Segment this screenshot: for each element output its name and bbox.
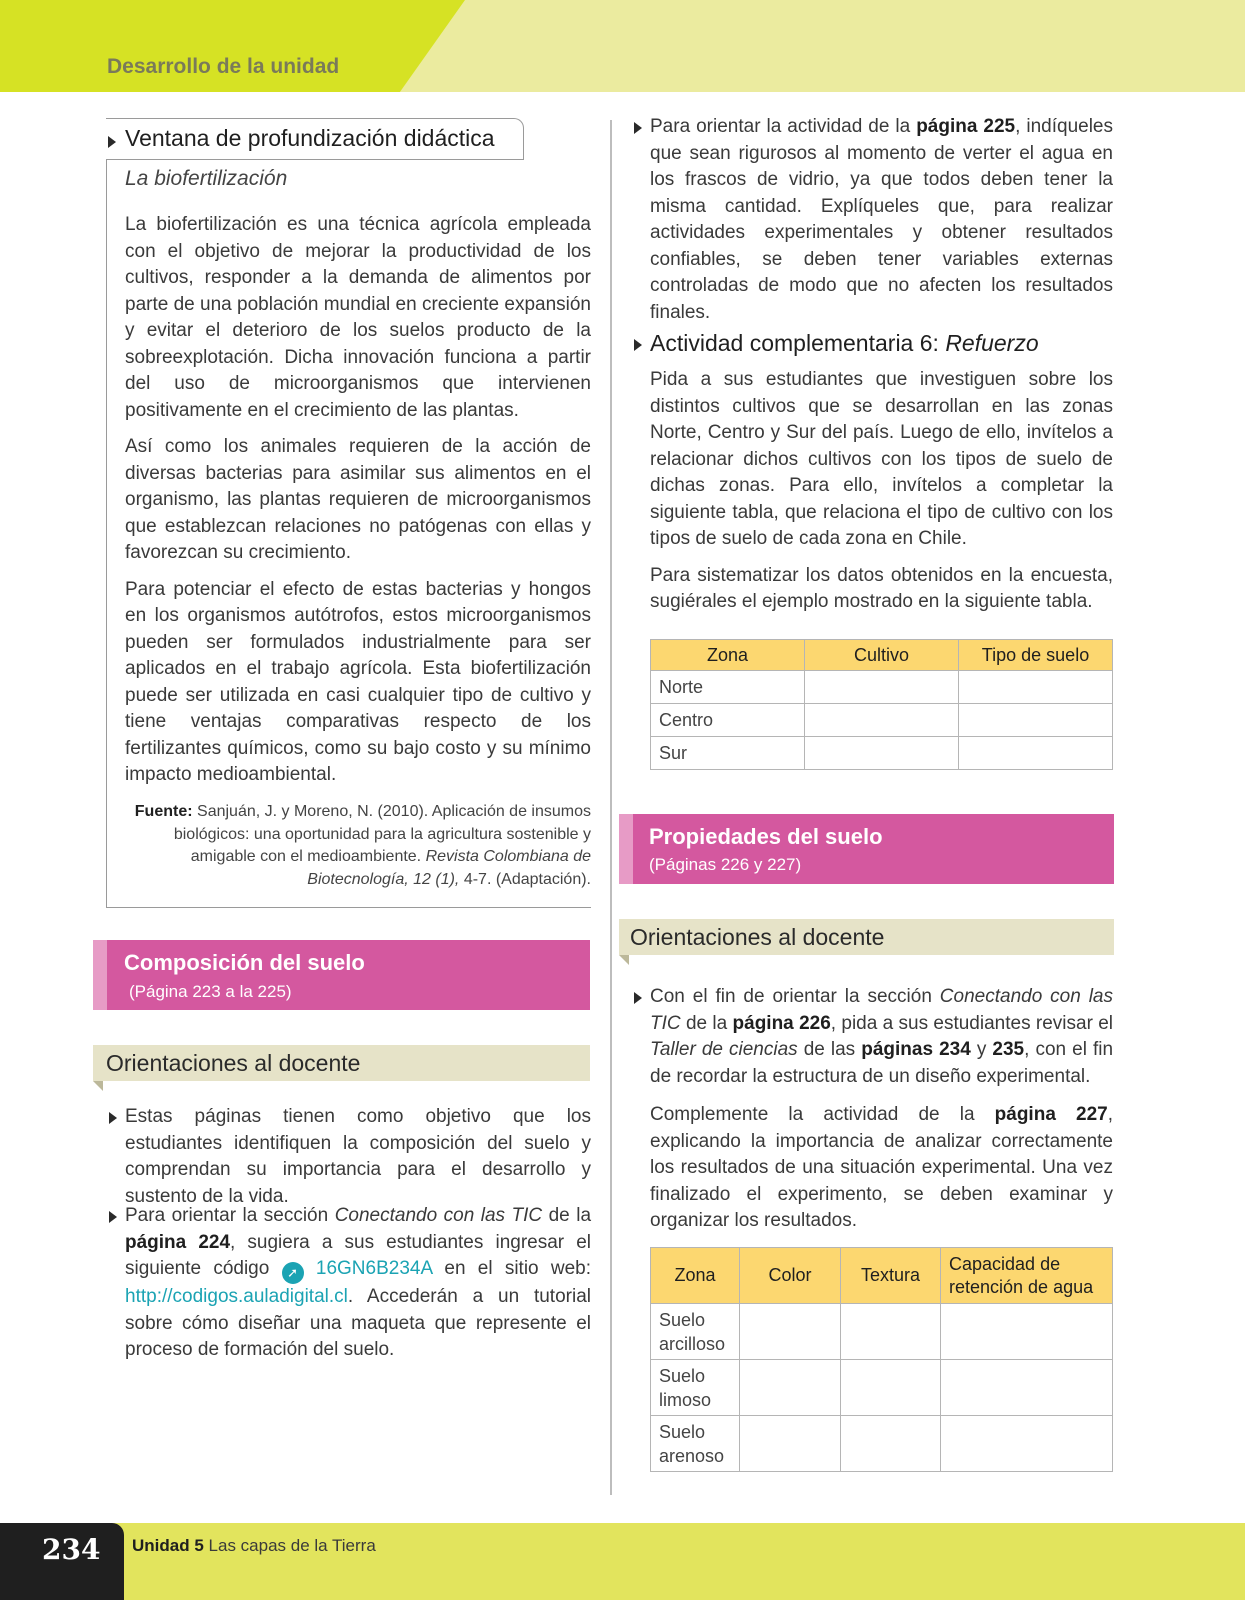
table-row: Suelo limoso <box>651 1360 1113 1416</box>
triangle-bullet-icon <box>634 992 642 1004</box>
bullet-left-2: Para orientar la sección Conectando con las TIC de la página 224, sugiera a sus estudiantes ingresar el siguiente código ➚ 16GN6B234A en el sitio web: http://codigos.auladigital.cl. Accederán a un tutorial sobre cómo diseñar una maqueta que represente el proceso de formación del suelo. <box>125 1203 591 1364</box>
unit-label: Unidad 5 Las capas de la Tierra <box>132 1536 376 1555</box>
source-citation <box>125 801 591 891</box>
table-header: Zona <box>651 640 805 671</box>
activity-body <box>650 367 1113 616</box>
right-paragraph-3: Complemente la actividad de la página 227, explicando la importancia de analizar correctamente los resultados de una situación experimental. Una vez finalizado el experimento, se deben examinar y organizar los resultados. <box>650 1104 1114 1231</box>
propiedades-banner <box>619 814 1114 884</box>
propiedades-table <box>650 1247 1113 1472</box>
activity-title: Actividad complementaria 6: Refuerzo <box>650 330 1039 357</box>
triangle-bullet-icon <box>109 1211 117 1223</box>
window-body <box>125 212 591 799</box>
bullet-left-1: Estas páginas tienen como objetivo que los estudiantes identifiquen la composición del suelo y comprendan su importancia para el desarrollo y sustento de la vida. <box>125 1104 591 1210</box>
orientaciones-title-left: Orientaciones al docente <box>106 1050 361 1076</box>
triangle-bullet-icon <box>634 339 642 351</box>
window-subtitle: La biofertilización <box>125 167 288 190</box>
source-label: Fuente: <box>134 803 193 820</box>
table-header: Capacidad de retención de agua <box>941 1248 1113 1304</box>
source-text: Sanjuán, J. y Moreno, N. (2010). Aplicación de insumos biológicos: una oportunidad para la agricultura sostenible y amigable con el medioambiente. <box>173 803 591 865</box>
auladigital-link[interactable]: http://codigos.auladigital.cl <box>125 1286 348 1307</box>
table-row: Sur <box>651 737 1113 770</box>
table-header: Textura <box>841 1248 941 1304</box>
orientaciones-title-right: Orientaciones al docente <box>630 924 885 950</box>
access-code: 16GN6B234A <box>315 1258 433 1279</box>
rocket-icon: ➚ <box>282 1262 304 1284</box>
propiedades-pages: (Páginas 226 y 227) <box>649 855 802 874</box>
source-journal: Revista Colombiana de Biotecnología, 12 (1), <box>307 848 591 888</box>
window-paragraph-2: Así como los animales requieren de la acción de diversas bacterias para asimilar sus alimentos en el organismo, las plantas requieren de microorganismos que establezcan relaciones no patógenas con ellas y favorezcan su crecimiento. <box>125 436 591 563</box>
composicion-pages: (Página 223 a la 225) <box>129 982 292 1001</box>
source-tail: 4-7. (Adaptación). <box>463 870 591 888</box>
table-header: Tipo de suelo <box>959 640 1113 671</box>
activity-paragraph-2: Para sistematizar los datos obtenidos en la encuesta, sugiérales el ejemplo mostrado en la siguiente tabla. <box>650 564 1113 612</box>
orientaciones-bar-left <box>93 1045 590 1081</box>
bullet-right-2: Con el fin de orientar la sección Conectando con las TIC de la página 226, pida a sus estudiantes revisar el Taller de ciencias de las páginas 234 y 235, con el fin de recordar la estructura de un diseño experimental. <box>650 984 1113 1090</box>
composicion-banner <box>93 940 590 1010</box>
bullet-right-1: Para orientar la actividad de la página 225, indíqueles que sean rigurosos al momento de verter el agua en los frascos de vidrio, ya que todos deben tener la misma cantidad. Explíqueles que, para realizar actividades experimentales y obtener resultados confiables, se deben tener variables externas controladas de modo que no afecten los resultados finales. <box>650 114 1113 326</box>
window-title: Ventana de profundización didáctica <box>125 125 495 151</box>
column-divider <box>610 120 612 1495</box>
page-number: 234 <box>42 1533 101 1566</box>
triangle-bullet-icon <box>109 1112 117 1124</box>
zona-cultivo-table <box>650 639 1113 770</box>
orientaciones-bar-right <box>619 919 1114 955</box>
table-header: Cultivo <box>805 640 959 671</box>
triangle-bullet-icon <box>634 122 642 134</box>
table-header: Color <box>740 1248 841 1304</box>
propiedades-title: Propiedades del suelo <box>649 824 883 849</box>
composicion-title: Composición del suelo <box>124 950 365 975</box>
table-header: Zona <box>651 1248 740 1304</box>
table-row: Suelo arenoso <box>651 1416 1113 1472</box>
window-paragraph-3: Para potenciar el efecto de estas bacterias y hongos en los organismos autótrofos, estos microorganismos pueden ser formulados industrialmente para ser aplicados en el trabajo agrícola. Esta biofertilización puede ser utilizada en casi cualquier tipo de cultivo y tiene ventajas comparativas respecto de los fertilizantes químicos, como su bajo costo y su mínimo impacto medioambiental. <box>125 578 591 785</box>
page-footer <box>0 1523 1245 1600</box>
activity-paragraph-1: Pida a sus estudiantes que investiguen sobre los distintos cultivos que se desarrollan en las zonas Norte, Centro y Sur del país. Luego de ello, invítelos a relacionar dichos cultivos con los tipos de suelo de dichas zonas. Para ello, invítelos a completar la siguiente tabla, que relaciona el tipo de cultivo con los tipos de suelo de cada zona en Chile. <box>650 369 1113 549</box>
section-title: Desarrollo de la unidad <box>107 55 340 78</box>
triangle-bullet-icon <box>108 136 116 148</box>
table-row: Norte <box>651 671 1113 704</box>
table-row: Suelo arcilloso <box>651 1304 1113 1360</box>
window-paragraph-1: La biofertilización es una técnica agrícola empleada con el objetivo de mejorar la productividad de los cultivos, responder a la demanda de alimentos por parte de una población mundial en creciente expansión y evitar el deterioro de los suelos producto de la sobreexplotación. Dicha innovación funciona a partir del uso de microorganismos que intervienen positivamente en el crecimiento de las plantas. <box>125 214 591 421</box>
table-row: Centro <box>651 704 1113 737</box>
